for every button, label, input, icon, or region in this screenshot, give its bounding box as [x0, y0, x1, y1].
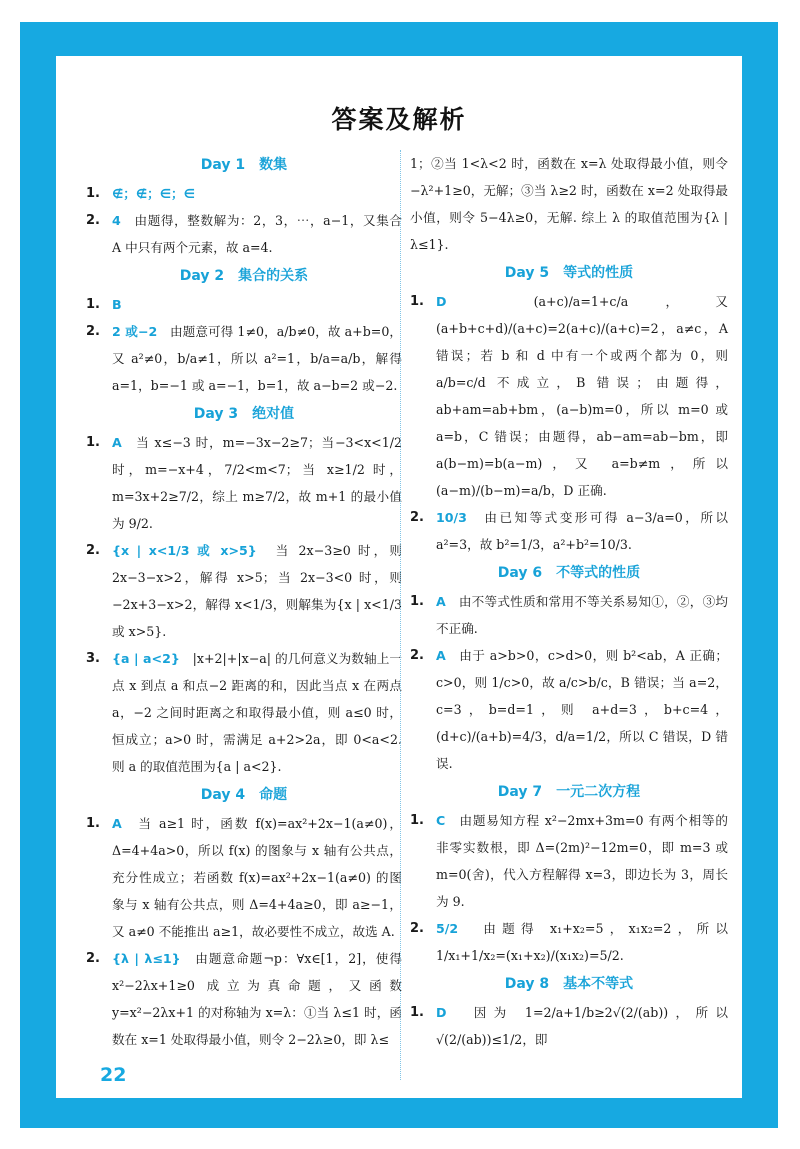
page-title: 答案及解析	[331, 105, 467, 134]
answer-item	[86, 810, 402, 945]
item-number: 1.	[410, 594, 424, 609]
item-number: 2.	[86, 951, 100, 966]
document-page	[56, 56, 742, 1098]
item-answer: {x | x<1/3 或 x>5}	[112, 543, 257, 558]
item-explanation: |x+2|+|x−a| 的几何意义为数轴上一点 x 到点 a 和点−2 距离的和，因此当点 x 在两点 a，−2 之间时距离之和取得最小值，则 a≤0 时，恒成立；a>0 时，需满足 a+2>2a，即 0<a<2. 则 a 的取值范围为{a | a<2}.	[112, 651, 402, 774]
item-explanation: 由不等式性质和常用不等关系易知①，②，③均不正确.	[436, 594, 729, 636]
section-heading: Day 5 等式的性质	[504, 265, 634, 281]
item-answer: 4	[112, 213, 121, 228]
right-column	[410, 150, 728, 1053]
item-number: 2.	[86, 213, 100, 228]
item-answer: C	[436, 813, 446, 828]
answer-item	[86, 291, 402, 318]
answer-item	[410, 807, 728, 915]
item-answer: B	[112, 297, 122, 312]
item-answer: {λ | λ≤1}	[112, 951, 181, 966]
frame-bottom-bar	[20, 1098, 778, 1128]
item-answer: 10/3	[436, 510, 467, 525]
item-number: 1.	[86, 297, 100, 312]
item-number: 2.	[410, 921, 424, 936]
item-number: 1.	[86, 435, 100, 450]
answer-item	[410, 504, 728, 558]
frame-left-bar	[20, 22, 56, 1128]
item-answer: A	[436, 648, 446, 663]
item-number: 1.	[86, 186, 100, 201]
item-answer: 5/2	[436, 921, 459, 936]
item-explanation: 由于 a>b>0，c>d>0，则 b²<ab，A 正确；c>0，则 1/c>0，故 a/c>b/c，B 错误；当 a=2，c=3，b=d=1，则 a+d=3，b+c=4，(d+c)/(a+b)=4/3，d/a=1/2，所以 C 错误，D 错误.	[436, 648, 728, 771]
answer-item	[86, 207, 402, 261]
answer-item	[410, 915, 728, 969]
section-heading: Day 3 绝对值	[193, 406, 295, 422]
column-divider	[400, 150, 401, 1080]
continued-text: 1；②当 1<λ<2 时，函数在 x=λ 处取得最小值，则令−λ²+1≥0，无解；③当 λ≥2 时，函数在 x=2 处取得最小值，则令 5−4λ≥0，无解. 综上 λ 的取值范围为{λ | λ≤1}.	[410, 156, 728, 252]
answer-item	[410, 588, 728, 642]
item-answer: A	[112, 435, 122, 450]
answer-item	[86, 537, 402, 645]
answer-item	[86, 645, 402, 780]
item-answer: D	[436, 1005, 447, 1020]
item-explanation: (a+c)/a=1+c/a，又 (a+b+c+d)/(a+c)=2(a+c)/(a+c)=2，a≠c，A 错误；若 b 和 d 中有一个或两个都为 0，则 a/b=c/d 不成立，B 错误；由题得，ab+am=ab+bm，(a−b)m=0，所以 m=0 或 a=b，C 错误；由题得，ab−am=ab−bm，即 a(b−m)=b(a−m)，又 a=b≠m，所以 (a−m)/(b−m)=a/b，D 正确.	[436, 294, 728, 498]
section-heading: Day 7 一元二次方程	[497, 784, 641, 800]
item-explanation: 由题得，整数解为：2，3，⋯，a−1，又集合 A 中只有两个元素，故 a=4.	[112, 213, 402, 255]
item-number: 2.	[86, 324, 100, 339]
item-explanation: 由已知等式变形可得 a−3/a=0，所以 a²=3，故 b²=1/3，a²+b²=10/3.	[436, 510, 728, 552]
item-answer: A	[112, 816, 122, 831]
answer-item	[86, 180, 402, 207]
item-number: 3.	[86, 651, 100, 666]
item-number: 2.	[410, 648, 424, 663]
item-explanation: 由题易知方程 x²−2mx+3m=0 有两个相等的非零实数根，即 Δ=(2m)²−12m=0，即 m=3 或 m=0(舍)，代入方程解得 x=3，即边长为 3，周长为 9.	[436, 813, 728, 909]
page-number: 22	[100, 1064, 127, 1086]
item-number: 1.	[410, 294, 424, 309]
item-explanation: 当 a≥1 时，函数 f(x)=ax²+2x−1(a≠0)，Δ=4+4a>0，所以 f(x) 的图象与 x 轴有公共点，充分性成立；若函数 f(x)=ax²+2x−1(a≠0) 的图象与 x 轴有公共点，则 Δ=4+4a≥0，即 a≥−1，又 a≠0 不能推出 a≥1，故必要性不成立，故选 A.	[112, 816, 403, 939]
frame-right-bar	[742, 22, 778, 1128]
section-heading: Day 2 集合的关系	[179, 268, 309, 284]
item-number: 1.	[410, 1005, 424, 1020]
item-number: 1.	[410, 813, 424, 828]
item-answer: ∉；∉；∈；∈	[112, 186, 195, 201]
item-answer: {a | a<2}	[112, 651, 180, 666]
answer-item	[86, 429, 402, 537]
item-explanation: 由题意命题¬p：∀x∈[1，2]，使得 x²−2λx+1≥0 成立为真命题，又函数 y=x²−2λx+1 的对称轴为 x=λ：①当 λ≤1 时，函数在 x=1 处取得最小值，则令 2−2λ≥0，即 λ≤	[112, 951, 402, 1047]
section-heading: Day 4 命题	[200, 787, 288, 803]
item-answer: 2 或−2	[112, 324, 158, 339]
item-explanation: 由题意可得 1≠0，a/b≠0，故 a+b=0，又 a²≠0，b/a≠1，所以 a²=1，b/a=a/b，解得 a=1，b=−1 或 a=−1，b=1，故 a−b=2 或−2.	[112, 324, 403, 393]
section-heading: Day 6 不等式的性质	[497, 565, 641, 581]
item-number: 1.	[86, 816, 100, 831]
section-heading: Day 8 基本不等式	[504, 976, 634, 992]
answer-item	[86, 318, 402, 399]
item-explanation: 当 x≤−3 时，m=−3x−2≥7；当−3<x<1/2 时，m=−x+4，7/2<m<7；当 x≥1/2 时，m=3x+2≥7/2，综上 m≥7/2，故 m+1 的最小值为 9/2.	[112, 435, 403, 531]
item-explanation: 因为 1=2/a+1/b≥2√(2/(ab))，所以 √(2/(ab))≤1/2，即	[436, 1005, 728, 1047]
answer-item	[410, 288, 728, 504]
item-number: 2.	[410, 510, 424, 525]
item-explanation: 由题得 x₁+x₂=5，x₁x₂=2，所以 1/x₁+1/x₂=(x₁+x₂)/(x₁x₂)=5/2.	[436, 921, 728, 963]
item-number: 2.	[86, 543, 100, 558]
item-explanation: 当 2x−3≥0 时，则 2x−3−x>2，解得 x>5；当 2x−3<0 时，则−2x+3−x>2，解得 x<1/3，则解集为{x | x<1/3 或 x>5}.	[112, 543, 402, 639]
frame-top-bar	[20, 22, 778, 56]
section-heading: Day 1 数集	[200, 157, 288, 173]
item-answer: D	[436, 294, 447, 309]
answer-item	[410, 999, 728, 1053]
answer-item	[86, 945, 402, 1053]
item-answer: A	[436, 594, 446, 609]
left-column	[86, 150, 402, 1053]
answer-item	[410, 642, 728, 777]
